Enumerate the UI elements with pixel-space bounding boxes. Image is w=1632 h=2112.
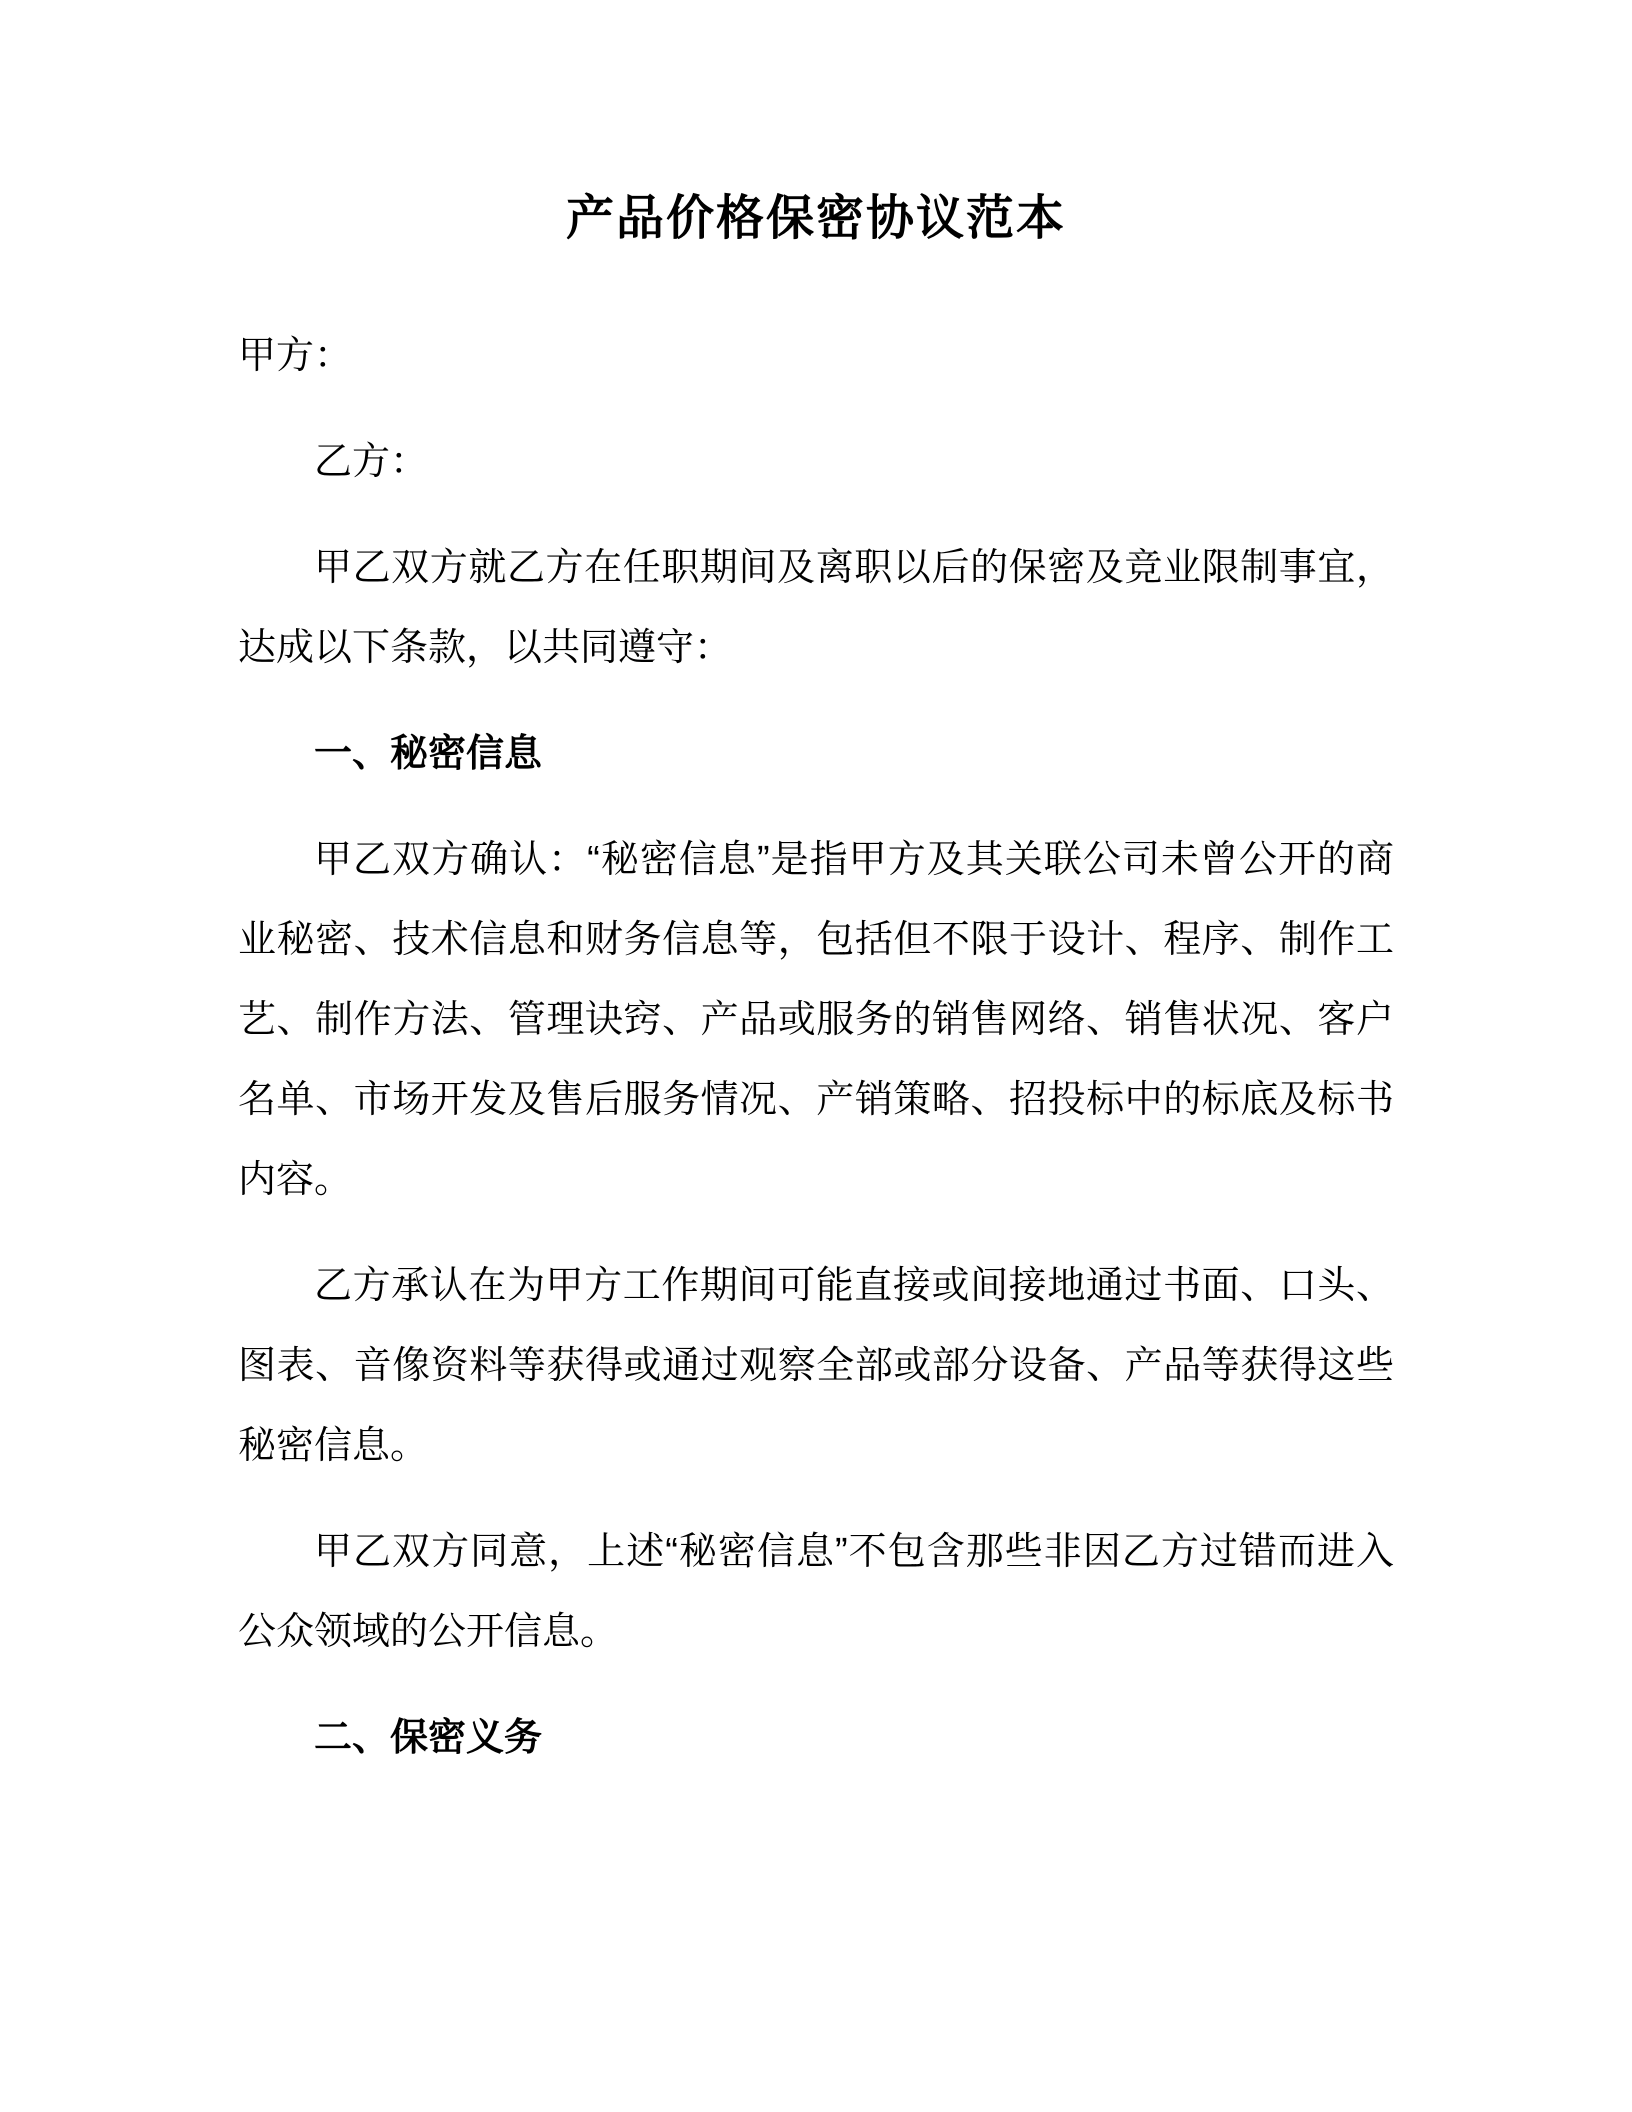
document-title: 产品价格保密协议范本 — [565, 192, 1066, 245]
paragraph-party-b: 乙方： — [314, 441, 429, 483]
paragraph-preamble: 甲乙双方就乙方在任职期间及离职以后的保密及竞业限制事宜，达成以下条款，以共同遵守： — [238, 547, 1394, 669]
paragraph-secret-info-definition: 甲乙双方确认：“秘密信息”是指甲方及其关联公司未曾公开的商业秘密、技术信息和财务信息等，包括但不限于设计、程序、制作工艺、制作方法、管理诀窍、产品或服务的销售网络、销售状况、客户名单、市场开发及售后服务情况、产销策略、招投标中的标底及标书内容。 — [238, 839, 1394, 1201]
paragraph-party-a: 甲方： — [238, 335, 353, 377]
paragraph-acquisition-acknowledgement: 乙方承认在为甲方工作期间可能直接或间接地通过书面、口头、图表、音像资料等获得或通过观察全部或部分设备、产品等获得这些秘密信息。 — [238, 1265, 1394, 1467]
paragraph-public-info-exclusion: 甲乙双方同意，上述“秘密信息”不包含那些非因乙方过错而进入公众领域的公开信息。 — [238, 1531, 1394, 1653]
section-heading-confidentiality-obligation: 二、保密义务 — [314, 1717, 543, 1759]
section-heading-secret-information: 一、秘密信息 — [314, 733, 543, 775]
